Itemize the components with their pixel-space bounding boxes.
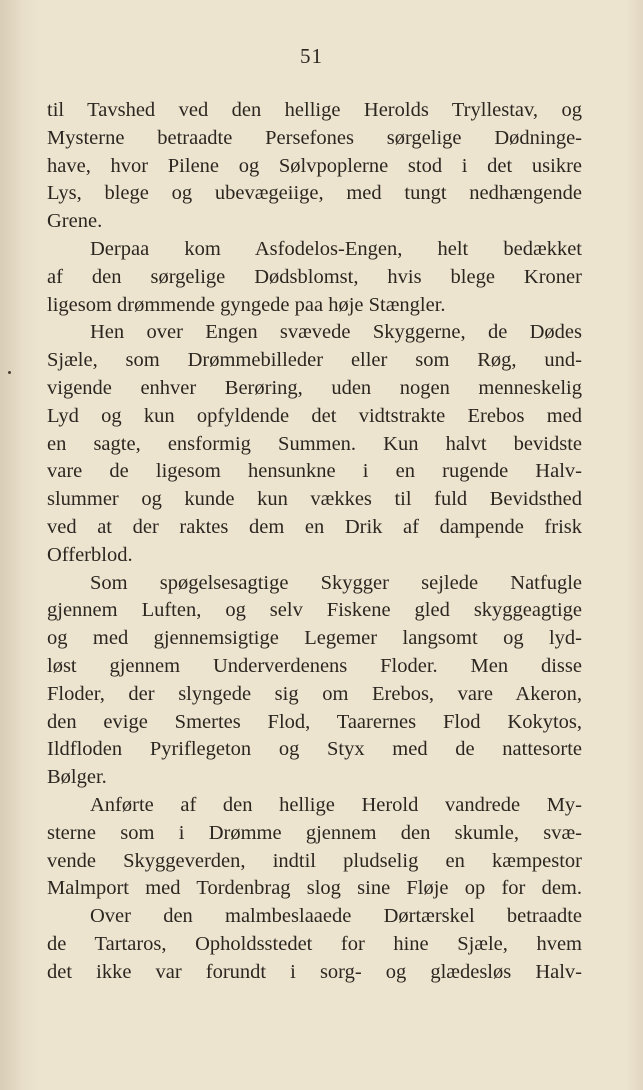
text-line: Hen over Engen svævede Skyggerne, de Dødes bbox=[90, 321, 582, 344]
text-line: det ikke var forundt i sorg- og glædesløs Halv- bbox=[47, 960, 582, 983]
text-line: have, hvor Pilene og Sølvpoplerne stod i det usikre bbox=[47, 154, 582, 177]
text-line: Ildfloden Pyriflegeton og Styx med de nattesorte bbox=[47, 738, 582, 761]
text-line: Anførte af den hellige Herold vandrede My- bbox=[90, 793, 582, 816]
text-line: gjennem Luften, og selv Fiskene gled skyggeagtige bbox=[47, 599, 582, 622]
text-line: af den sørgelige Dødsblomst, hvis blege Kroner bbox=[47, 265, 582, 288]
text-line: Som spøgelsesagtige Skygger sejlede Natfugle bbox=[90, 571, 582, 594]
text-line: ved at der raktes dem en Drik af dampende frisk bbox=[47, 515, 582, 538]
text-line: Lys, blege og ubevægeiige, med tungt nedhængende bbox=[47, 182, 582, 205]
text-line: Floder, der slyngede sig om Erebos, vare Akeron, bbox=[47, 682, 582, 705]
text-line: Mysterne betraadte Persefones sørgelige Dødninge- bbox=[47, 126, 582, 149]
text-line: Offerblod. bbox=[47, 543, 133, 566]
text-line: Malmport med Tordenbrag slog sine Fløje op for dem. bbox=[47, 877, 582, 900]
text-line: slummer og kunde kun vækkes til fuld Bevidsthed bbox=[47, 488, 582, 511]
text-line: ligesom drømmende gyngede paa høje Stængler. bbox=[47, 293, 446, 316]
text-line: Over den malmbeslaaede Dørtærskel betraadte bbox=[90, 905, 582, 928]
text-line: løst gjennem Underverdenens Floder. Men disse bbox=[47, 654, 582, 677]
margin-mark bbox=[8, 371, 11, 374]
text-line: de Tartaros, Opholdsstedet for hine Sjæle, hvem bbox=[47, 932, 582, 955]
text-line: sterne som i Drømme gjennem den skumle, svæ- bbox=[47, 821, 582, 844]
text-line: Bølger. bbox=[47, 766, 107, 789]
text-line: Grene. bbox=[47, 210, 103, 233]
text-line: Sjæle, som Drømmebilleder eller som Røg, und- bbox=[47, 349, 582, 372]
text-line: Lyd og kun opfyldende det vidtstrakte Erebos med bbox=[47, 404, 582, 427]
body-text bbox=[47, 97, 582, 987]
text-line: vende Skyggeverden, indtil pludselig en kæmpestor bbox=[47, 849, 582, 872]
text-line: vare de ligesom hensunkne i en rugende Halv- bbox=[47, 460, 582, 483]
text-line: og med gjennemsigtige Legemer langsomt og lyd- bbox=[47, 627, 582, 650]
text-line: Derpaa kom Asfodelos-Engen, helt bedækket bbox=[90, 237, 582, 260]
text-line: en sagte, ensformig Summen. Kun halvt bevidste bbox=[47, 432, 582, 455]
text-line: til Tavshed ved den hellige Herolds Tryllestav, og bbox=[47, 99, 582, 121]
text-line: vigende enhver Berøring, uden nogen menneskelig bbox=[47, 376, 582, 399]
text-line: den evige Smertes Flod, Taarernes Flod Kokytos, bbox=[47, 710, 582, 733]
page-number: 51 bbox=[300, 44, 323, 68]
